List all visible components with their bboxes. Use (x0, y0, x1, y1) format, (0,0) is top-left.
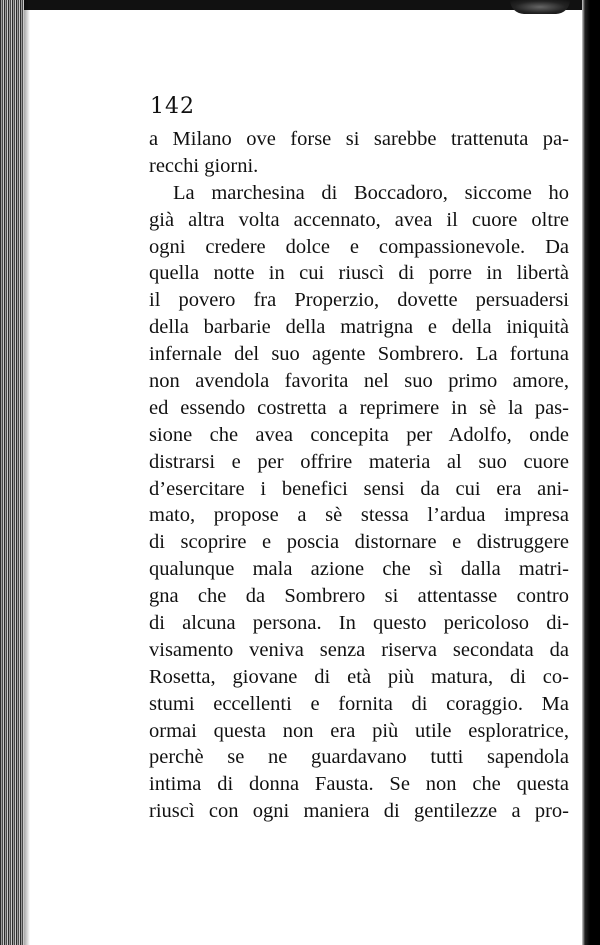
text-line: sione che avea concepita per Adolfo, onde (149, 423, 569, 446)
text-line: di alcuna persona. In questo pericoloso di- (149, 612, 569, 635)
text-line: ogni credere dolce e compassionevole. Da (149, 235, 569, 258)
text-line: La marchesina di Boccadoro, siccome ho (173, 181, 569, 204)
text-line: della barbarie della matrigna e della iniquità (149, 316, 569, 339)
text-line: di scoprire e poscia distornare e distruggere (149, 531, 569, 554)
text-line: Rosetta, giovane di età più matura, di co- (149, 665, 569, 688)
text-line: distrarsi e per offrire materia al suo cuore (149, 450, 569, 473)
page-number: 142 (150, 94, 195, 119)
text-line: il povero fra Properzio, dovette persuadersi (149, 289, 569, 312)
text-line: a Milano ove forse si sarebbe trattenuta pa- (149, 128, 569, 150)
text-line: ormai questa non era più utile esploratrice, (149, 719, 569, 742)
text-line: riuscì con ogni maniera di gentilezze a pro- (149, 800, 569, 823)
text-line: gna che da Sombrero si attentasse contro (149, 585, 569, 608)
text-line: stumi eccellenti e fornita di coraggio. Ma (149, 692, 569, 715)
book-gutter (0, 0, 24, 945)
text-line: d’esercitare i benefici sensi da cui era ani- (149, 477, 569, 500)
text-line: visamento veniva senza riserva secondata da (149, 638, 569, 661)
text-line: qualunque mala azione che sì dalla matri- (149, 558, 569, 581)
scan-top-edge (0, 0, 600, 10)
text-line: quella notte in cui riuscì di porre in libertà (149, 262, 569, 285)
text-line: intima di donna Fausta. Se non che questa (149, 773, 569, 796)
text-line: non avendola favorita nel suo primo amore, (149, 370, 569, 393)
text-line: ed essendo costretta a reprimere in sè la pas- (149, 396, 569, 419)
body-text (149, 126, 569, 825)
text-line: perchè se ne guardavano tutti sapendola (149, 746, 569, 769)
text-line: recchi giorni. (149, 154, 259, 177)
text-line: già altra volta accennato, avea il cuore oltre (149, 208, 569, 231)
text-line: mato, propose a sè stessa l’ardua impresa (149, 504, 569, 527)
page-right-edge (582, 0, 600, 945)
text-line: infernale del suo agente Sombrero. La fortuna (149, 343, 569, 366)
